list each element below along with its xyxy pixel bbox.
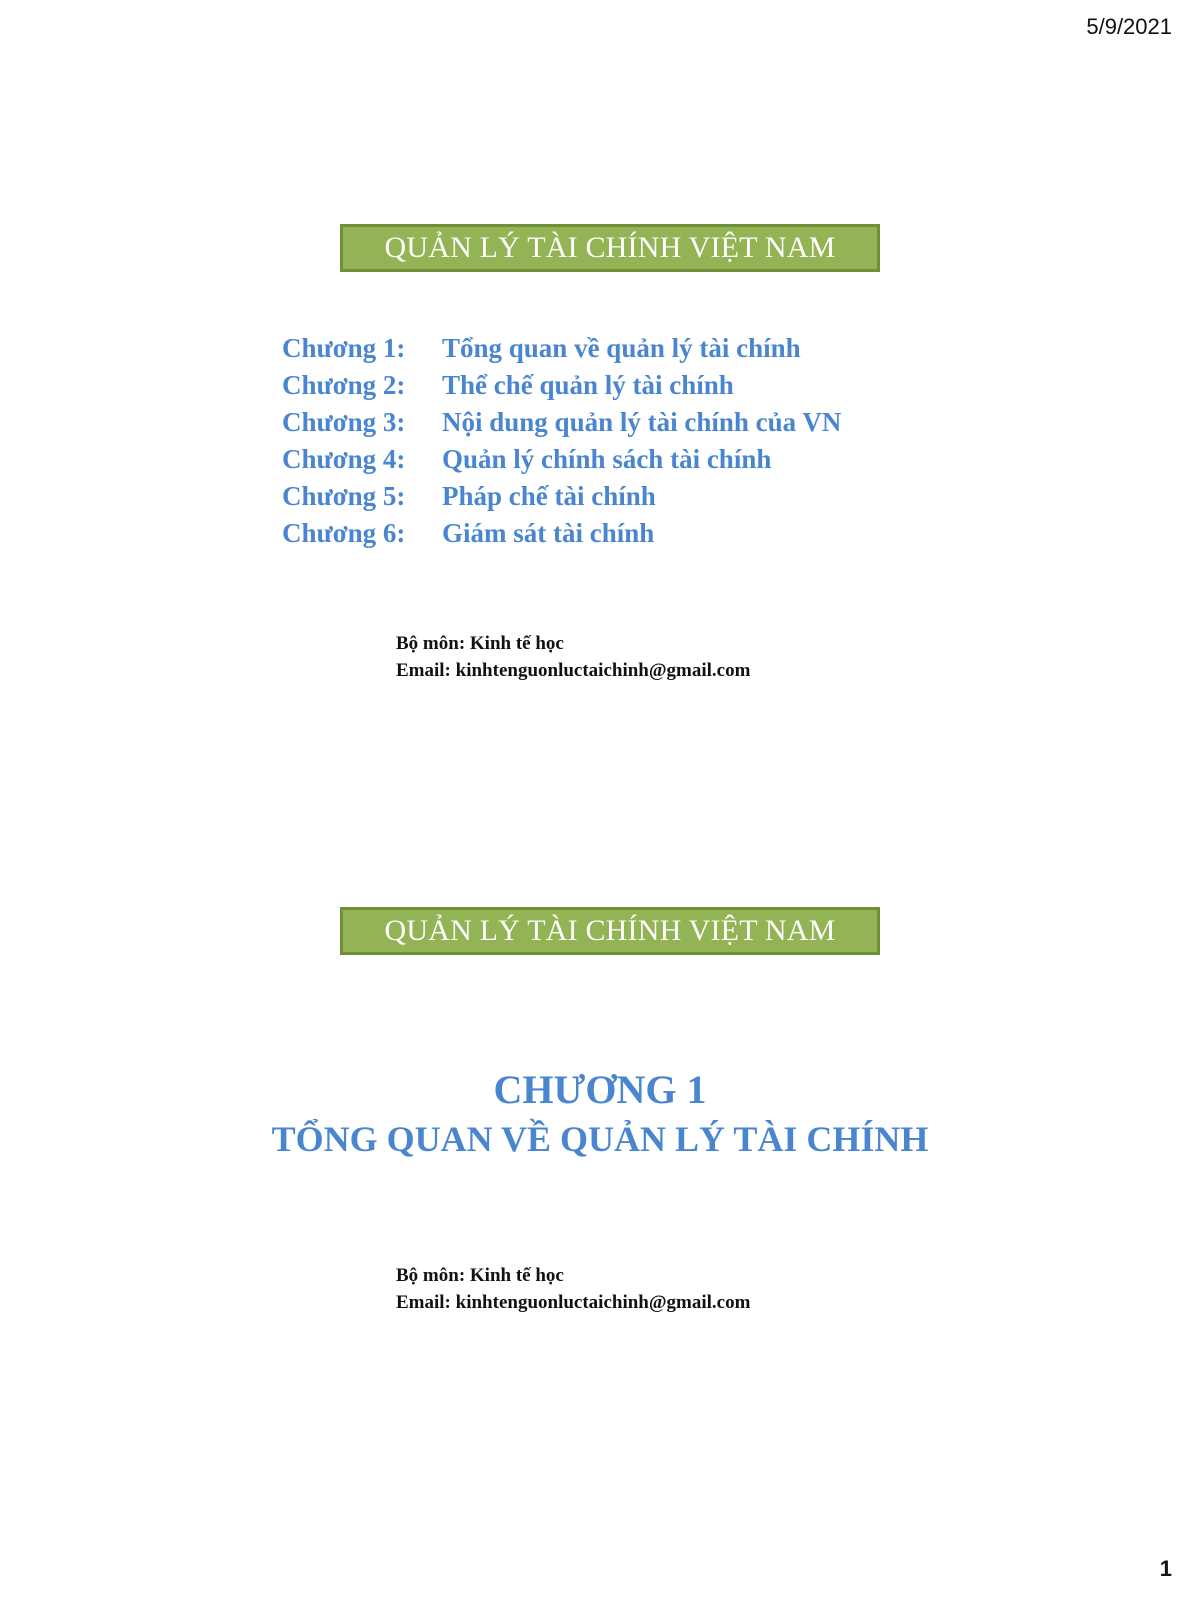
page-number: 1 <box>1159 1556 1172 1581</box>
chapter-number: Chương 4: <box>282 444 406 474</box>
chapter-title: Pháp chế tài chính <box>442 481 656 511</box>
chapter-number: Chương 3: <box>282 407 406 437</box>
chapter-item <box>282 478 841 515</box>
chapter-item <box>282 441 841 478</box>
department-email: Email: kinhtenguonluctaichinh@gmail.com <box>396 660 751 681</box>
chapter-number: Chương 5: <box>282 481 406 511</box>
chapter-number: Chương 1: <box>282 333 406 363</box>
chapter-item <box>282 367 841 404</box>
page-date: 5/9/2021 <box>1086 14 1172 39</box>
course-title-box: QUẢN LÝ TÀI CHÍNH VIỆT NAM <box>340 907 880 955</box>
course-title-box: QUẢN LÝ TÀI CHÍNH VIỆT NAM <box>340 224 880 272</box>
chapter-item <box>282 330 841 367</box>
department-email: Email: kinhtenguonluctaichinh@gmail.com <box>396 1292 751 1313</box>
chapter-title: Quản lý chính sách tài chính <box>442 444 772 474</box>
chapter-number: Chương 2: <box>282 370 406 400</box>
department-info <box>396 630 750 684</box>
chapter-item <box>282 515 841 552</box>
chapter-title: Giám sát tài chính <box>442 518 655 548</box>
chapter-list <box>282 330 841 552</box>
slide-2 <box>0 800 1200 1600</box>
chapter-title: Tổng quan về quản lý tài chính <box>442 333 801 363</box>
chapter-heading <box>0 1065 1200 1163</box>
chapter-heading-title: TỔNG QUAN VỀ QUẢN LÝ TÀI CHÍNH <box>271 1119 929 1159</box>
chapter-number: Chương 6: <box>282 518 406 548</box>
department-info <box>396 1262 750 1316</box>
department-name: Bộ môn: Kinh tế học <box>396 1265 564 1286</box>
chapter-title: Thể chế quản lý tài chính <box>442 370 734 400</box>
chapter-item <box>282 404 841 441</box>
department-name: Bộ môn: Kinh tế học <box>396 633 564 654</box>
chapter-heading-number: CHƯƠNG 1 <box>493 1067 707 1112</box>
chapter-title: Nội dung quản lý tài chính của VN <box>442 407 842 437</box>
